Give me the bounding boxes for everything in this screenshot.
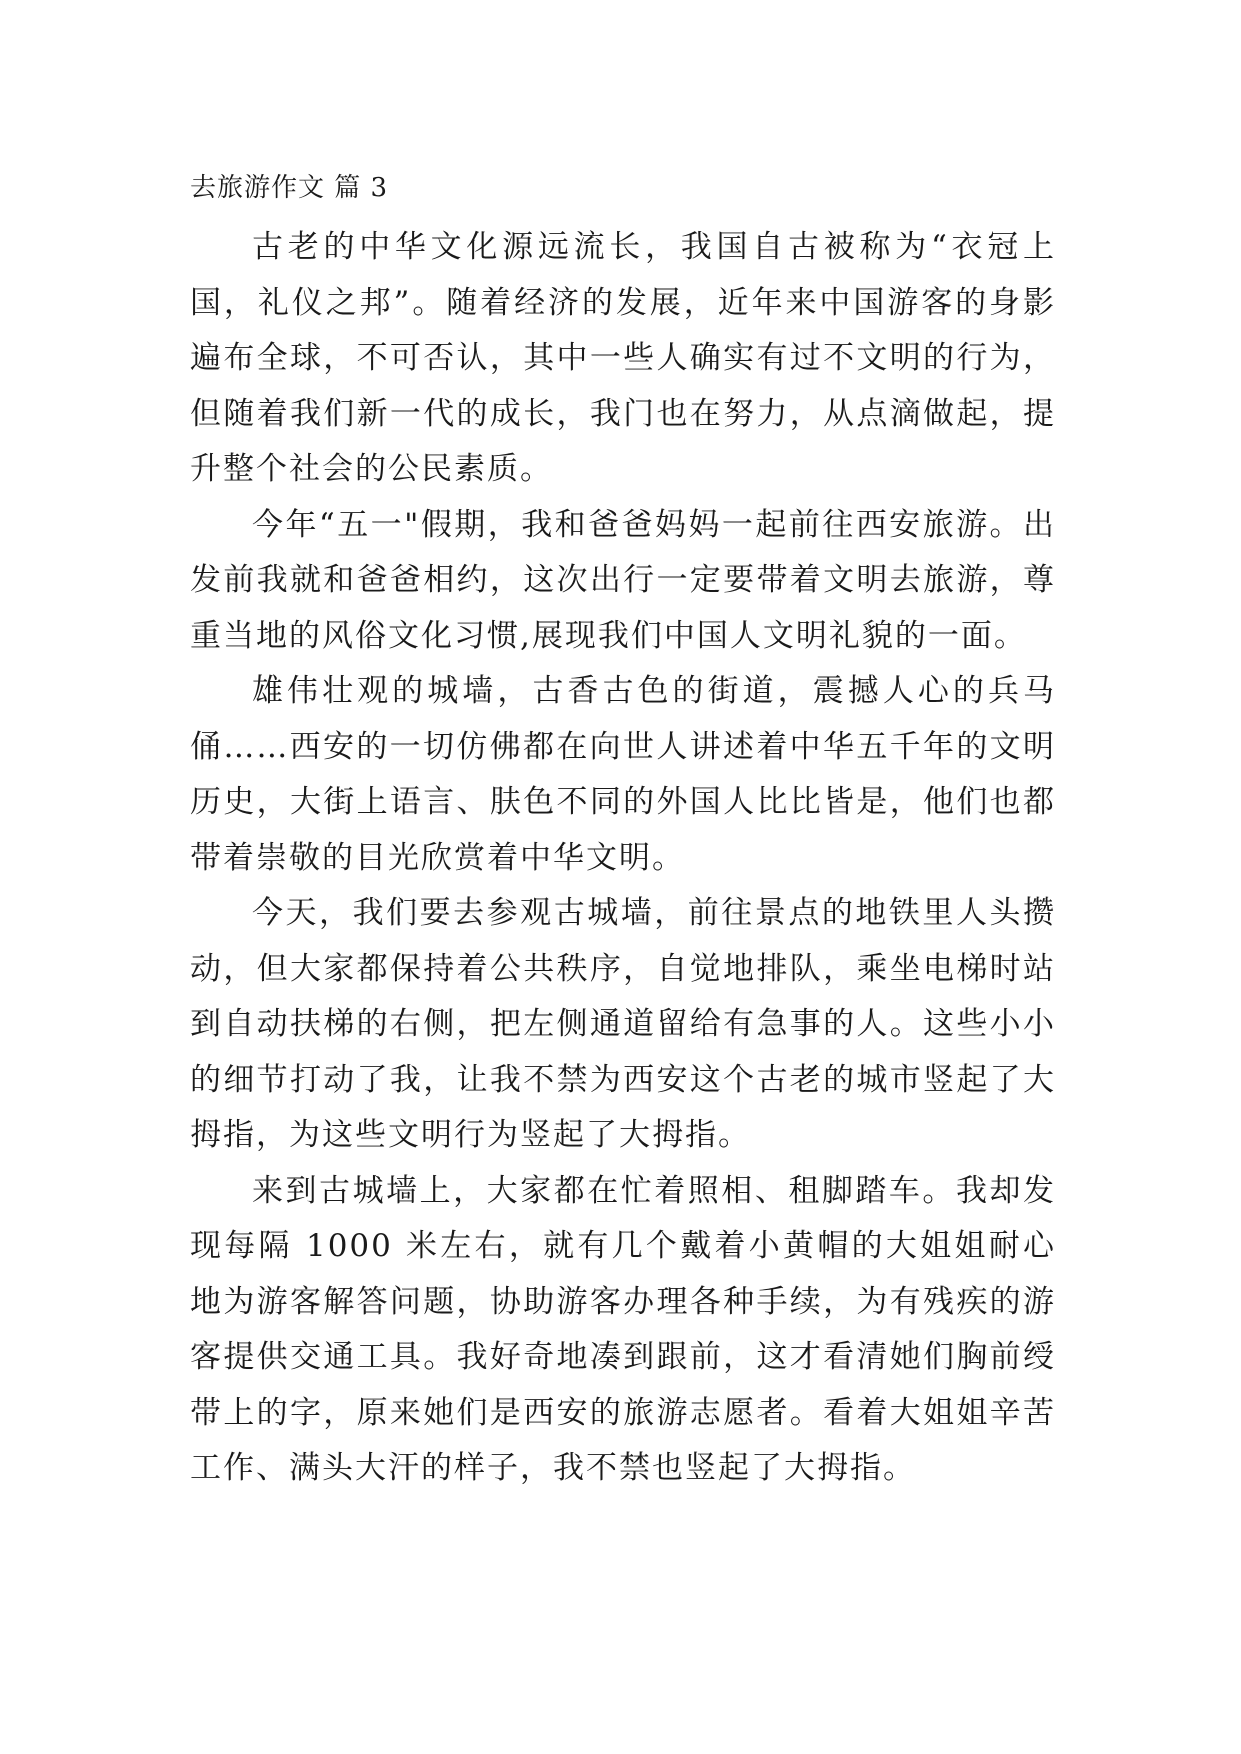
paragraph-2: 今年“五一"假期，我和爸爸妈妈一起前往西安旅游。出发前我就和爸爸相约，这次出行一定要带着文明去旅游，尊重当地的风俗文化习惯,展现我们中国人文明礼貌的一面。 [190,506,1056,654]
paragraph-3: 雄伟壮观的城墙，古香古色的街道，震撼人心的兵马俑……西安的一切仿佛都在向世人讲述着中华五千年的文明历史，大街上语言、肤色不同的外国人比比皆是，他们也都带着崇敬的目光欣赏着中华文明。 [190,673,1056,876]
paragraph-5: 来到古城墙上，大家都在忙着照相、租脚踏车。我却发现每隔 1000 米左右，就有几个戴着小黄帽的大姐姐耐心地为游客解答问题，协助游客办理各种手续，为有残疾的游客提供交通工具。我好奇地凑到跟前，这才看清她们胸前绶带上的字，原来她们是西安的旅游志愿者。看着大姐姐辛苦工作、满头大汗的样子，我不禁也竖起了大拇指。 [190,1172,1056,1486]
paragraph-1: 古老的中华文化源远流长，我国自古被称为“衣冠上国，礼仪之邦”。随着经济的发展，近年来中国游客的身影遍布全球，不可否认，其中一些人确实有过不文明的行为，但随着我们新一代的成长，我门也在努力，从点滴做起，提升整个社会的公民素质。 [190,229,1056,487]
paragraph-4: 今天，我们要去参观古城墙，前往景点的地铁里人头攒动，但大家都保持着公共秩序，自觉地排队，乘坐电梯时站到自动扶梯的右侧，把左侧通道留给有急事的人。这些小小的细节打动了我，让我不禁为西安这个古老的城市竖起了大拇指，为这些文明行为竖起了大拇指。 [190,895,1056,1153]
document-title: 去旅游作文 篇 3 [190,173,389,203]
document-body [190,160,1056,1497]
